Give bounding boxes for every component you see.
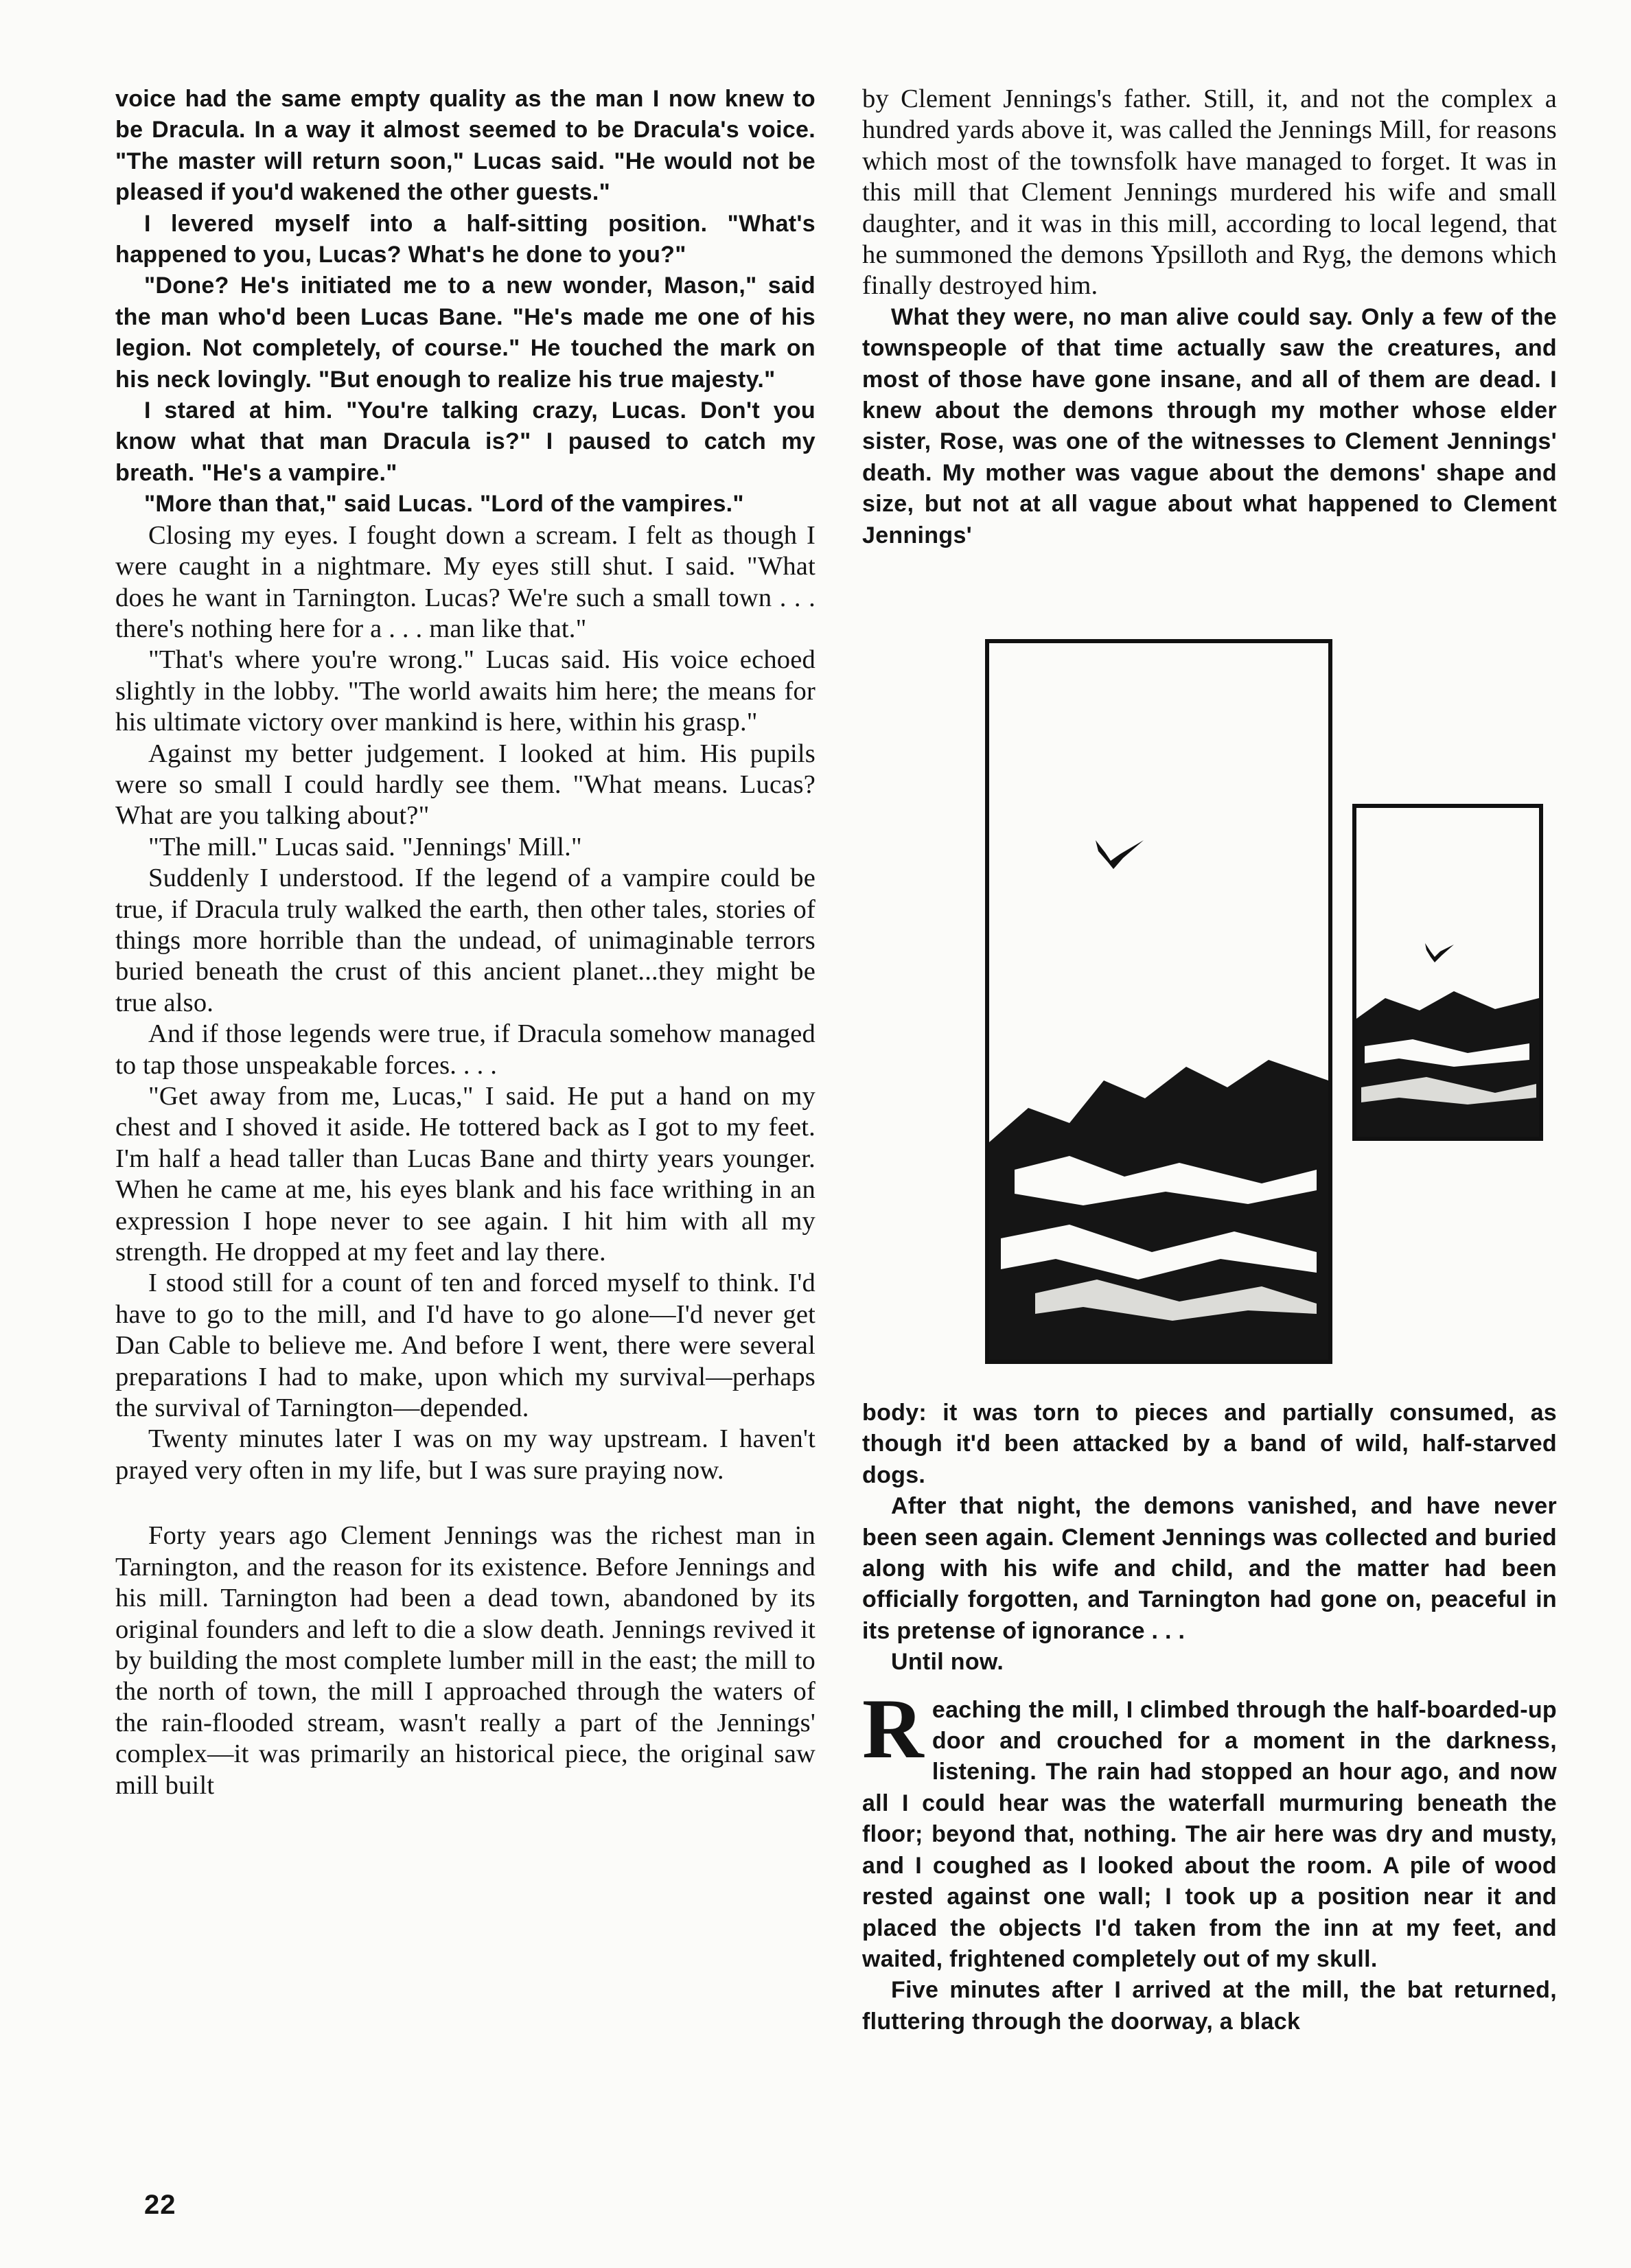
paragraph-text: I stood still for a count of ten and forced myself to think. I'd have to go to the mill, and I'd have to go alone—I'd never get Dan Cable to believe me. And before I went, there were several preparations I had to make, upon which my survival—perhaps the survival of Tarnington—depended. xyxy=(115,1269,816,1423)
paragraph xyxy=(115,1520,816,1801)
paragraph xyxy=(115,739,816,832)
paragraph xyxy=(862,1647,1557,1678)
small-panel xyxy=(1354,806,1541,1139)
paragraph xyxy=(115,1081,816,1268)
paragraph xyxy=(115,645,816,738)
paragraph xyxy=(115,1268,816,1424)
paragraph xyxy=(862,1491,1557,1647)
drop-cap: R xyxy=(862,1681,924,1776)
page-number: 22 xyxy=(144,2190,176,2220)
paragraph-text: Five minutes after I arrived at the mill, the bat returned, fluttering through the doorway, a black xyxy=(862,1977,1557,2035)
paragraph xyxy=(862,302,1557,551)
paragraph xyxy=(862,1975,1557,2037)
paragraph-text: "Get away from me, Lucas," I said. He put a hand on my chest and I shoved it aside. He tottered back as I got to my feet. I'm half a head taller than Lucas Bane and thirty years younger. When he came at me, his eyes blank and his face writhing in an expression I hope never to see again. I hit him with all my strength. He dropped at my feet and lay there. xyxy=(115,1082,816,1267)
paragraph-text: Forty years ago Clement Jennings was the richest man in Tarnington, and the reason for its existence. Before Jennings and his mill. Tarnington had been a dead town, abandoned by its original founders and left to die a slow death. Jennings revived it by building the most complete lumber mill in the east; the mill to the north of town, the mill I approached through the waters of the rain-flooded stream, wasn't really a part of the Jennings' complex—it was primarily an historical piece, the original saw mill built xyxy=(115,1521,816,1800)
paragraph xyxy=(115,1019,816,1081)
bold-block xyxy=(115,84,816,520)
paragraph xyxy=(115,832,816,863)
paragraph-text: I levered myself into a half-sitting position. "What's happened to you, Lucas? What's he done to you?" xyxy=(115,210,816,268)
illustration-bats-over-mountains xyxy=(973,634,1571,1369)
paragraph xyxy=(862,84,1557,302)
paragraph xyxy=(862,1398,1557,1491)
paragraph xyxy=(115,520,816,645)
right-column-top xyxy=(862,84,1557,551)
paragraph-text: And if those legends were true, if Dracula somehow managed to tap those unspeakable forces. . . . xyxy=(115,1019,816,1080)
paragraph xyxy=(115,270,816,395)
paragraph xyxy=(862,1681,1557,1976)
serif-block xyxy=(862,84,1557,302)
paragraph xyxy=(115,489,816,520)
right-column-bottom xyxy=(862,1398,1557,2037)
paragraph-text: After that night, the demons vanished, and have never been seen again. Clement Jennings was collected and buried along with his wife and child, and the matter had been officially forgotten, and Tarnington had gone on, peaceful in its pretense of ignorance . . . xyxy=(862,1493,1557,1644)
left-column xyxy=(115,84,816,1801)
paragraph xyxy=(115,209,816,271)
serif-block xyxy=(115,520,816,1801)
paragraph-text: "The mill." Lucas said. "Jennings' Mill." xyxy=(148,832,582,861)
paragraph-text: I stared at him. "You're talking crazy, Lucas. Don't you know what that man Dracula is?" I paused to catch my breath. "He's a vampire." xyxy=(115,397,816,486)
paragraph-text: by Clement Jennings's father. Still, it, and not the complex a hundred yards above it, was called the Jennings Mill, for reasons which most of the townsfolk have managed to forget. It was in this mill that Clement Jennings murdered his wife and small daughter, and it was in this mill, according to local legend, that he summoned the demons Ypsilloth and Ryg, the demons which finally destroyed him. xyxy=(862,84,1557,301)
bold-block xyxy=(862,1398,1557,2037)
paragraph xyxy=(115,1424,816,1486)
paragraph-text: What they were, no man alive could say. Only a few of the townspeople of that time actually saw the creatures, and most of those have gone insane, and all of them are dead. I knew about the demons through my mother whose elder sister, Rose, was one of the witnesses to Clement Jennings' death. My mother was vague about the demons' shape and size, but not at all vague about what happened to Clement Jennings' xyxy=(862,303,1557,548)
paragraph-text: voice had the same empty quality as the man I now knew to be Dracula. In a way it almost seemed to be Dracula's voice. "The master will return soon," Lucas said. "He would not be pleased if you'd wakened the other guests." xyxy=(115,86,816,206)
tall-panel xyxy=(987,641,1330,1362)
paragraph-text: "That's where you're wrong." Lucas said. His voice echoed slightly in the lobby. "The world awaits him here; the means for his ultimate victory over mankind is here, within his grasp." xyxy=(115,645,816,737)
paragraph xyxy=(115,863,816,1019)
paragraph-text: Closing my eyes. I fought down a scream. I felt as though I were caught in a nightmare. My eyes still shut. I said. "What does he want in Tarnington. Lucas? We're such a small town . . . there's nothing here for a . . . man like that." xyxy=(115,520,816,643)
paragraph-text: Twenty minutes later I was on my way upstream. I haven't prayed very often in my life, but I was sure praying now. xyxy=(115,1424,816,1485)
paragraph-text: "More than that," said Lucas. "Lord of the vampires." xyxy=(144,491,744,518)
paragraph-text: Until now. xyxy=(891,1649,1004,1676)
paragraph-text: Against my better judgement. I looked at him. His pupils were so small I could hardly see them. "What means. Lucas? What are you talking about?" xyxy=(115,739,816,831)
paragraph-text: eaching the mill, I climbed through the half-boarded-up door and crouched for a moment in the darkness, listening. The rain had stopped an hour ago, and now all I could hear was the waterfall murmuring beneath the floor; beyond that, nothing. The air here was dry and musty, and I coughed as I looked about the room. A pile of wood rested against one wall; I took up a position near it and placed the objects I'd taken from the inn at my feet, and waited, frightened completely out of my skull. xyxy=(862,1696,1557,1972)
paragraph-text: Suddenly I understood. If the legend of a vampire could be true, if Dracula truly walked the earth, then other tales, stories of things more horrible than the undead, of unimaginable terrors buried beneath the crust of this ancient planet...they might be true also. xyxy=(115,864,816,1017)
bold-block xyxy=(862,302,1557,551)
paragraph-text: "Done? He's initiated me to a new wonder, Mason," said the man who'd been Lucas Bane. "He's made me one of his legion. Not completely, of course." He touched the mark on his neck lovingly. "But enough to realize his true majesty." xyxy=(115,273,816,393)
paragraph-text: body: it was torn to pieces and partially consumed, as though it'd been attacked by a band of wild, half-starved dogs. xyxy=(862,1400,1557,1488)
paragraph xyxy=(115,84,816,209)
paragraph xyxy=(115,395,816,489)
